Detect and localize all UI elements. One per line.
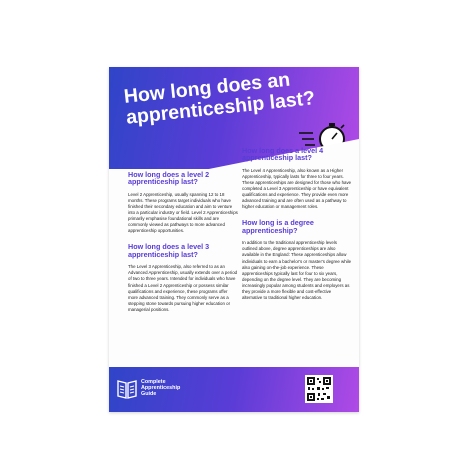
section-body-level-2: Level 2 Apprenticeship, usually spanning 12 to 18 months. These programs target individuals who have finished their secondary education and aim to venture into a particular industry or field. Level 2 Apprenticeships primarily emphasise foundational skills and are commonly viewed as pathways to more advanced apprenticeship opportunities. [128, 191, 238, 234]
section-heading-level-2: How long does a level 2 apprenticeship last? [128, 170, 210, 187]
page-title: How long does an apprenticeship last? [122, 68, 316, 129]
brand-text: Complete Apprenticeship Guide [141, 379, 181, 398]
section-body-level-3: The Level 3 Apprenticeship, also referred to as an Advanced Apprenticeship, usually extends over a period of two to three years. Intended for individuals who have finished a Level 2 Apprenticeship or possess similar qualifications and experience, these programs offer more advanced training. They commonly serve as a stepping stone towards pursuing higher education or managerial positions. [128, 264, 238, 312]
section-body-degree: In addition to the traditional apprenticeship levels outlined above, degree apprenticeships are also available in the England: These apprenticeships allow individuals to earn a bachelor's or master's degree while also gaining on-the-job experience. These apprenticeships typically last for four to six years, depending on the degree level. They are becoming increasingly popular among students and employers as they provide a more flexible and cost-effective alternative to traditional higher education. [242, 240, 352, 301]
document-page [109, 67, 359, 412]
right-column [242, 147, 352, 301]
left-column [128, 171, 238, 313]
section-body-level-4: The Level 4 Apprenticeship, also known as a Higher Apprenticeship, typically lasts for three to four years. These apprenticeships are designed for those who have completed a Level 3 Apprenticeship or have equivalent qualifications and experience. They provide even more advanced training and are often used as a pathway to higher education or management roles. [242, 167, 352, 210]
section-heading-level-4: How long does a level 4 apprenticeship last? [242, 146, 324, 163]
section-heading-degree: How long is a degree apprenticeship? [242, 218, 314, 235]
brand-name [141, 379, 193, 398]
qr-code-icon [305, 375, 333, 403]
footer-banner [109, 367, 359, 412]
section-heading-level-3: How long does a level 3 apprenticeship last? [128, 242, 210, 259]
open-book-icon [117, 377, 137, 401]
